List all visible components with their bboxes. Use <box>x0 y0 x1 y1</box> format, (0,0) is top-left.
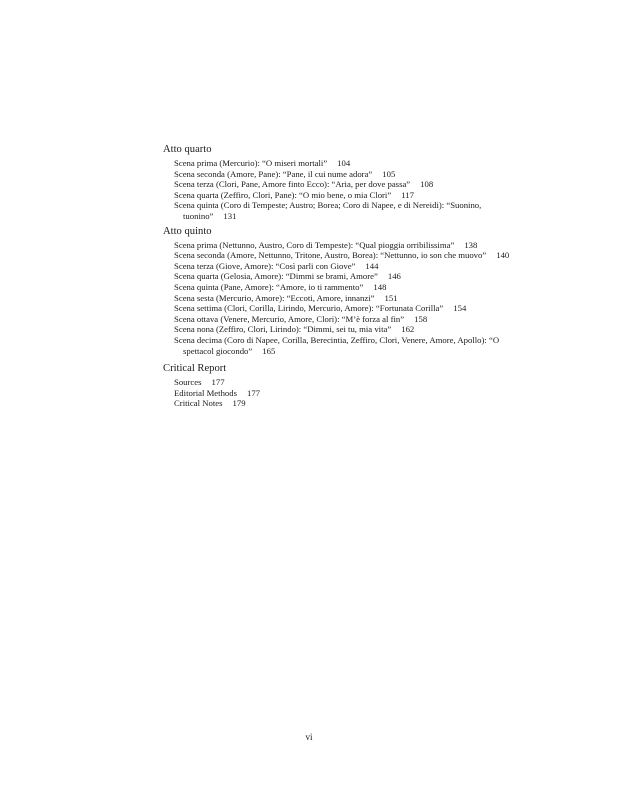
toc-entry <box>174 261 523 272</box>
entry-page-number: 151 <box>384 292 398 303</box>
toc-section-atto-quarto <box>163 143 523 222</box>
toc-entry <box>174 388 523 399</box>
entry-page-number: 154 <box>453 303 467 314</box>
toc-entry <box>174 377 523 388</box>
entry-page-number: 148 <box>373 281 387 292</box>
entry-title: Scena terza (Giove, Amore): “Così parli con Giove” <box>174 260 356 271</box>
entry-page-number: 177 <box>211 377 225 388</box>
entry-page-number: 162 <box>401 324 415 335</box>
entry-title: Scena quinta (Coro di Tempeste; Austro; Borea; Coro di Napee, e di Nereidi): “Suonino, tuonino” <box>174 200 482 221</box>
toc-entry <box>174 200 523 221</box>
entry-title: Sources <box>174 377 202 388</box>
toc-entry <box>174 282 523 293</box>
entry-title: Scena sesta (Mercurio, Amore): “Eccoti, Amore, innanzi” <box>174 292 375 303</box>
toc-entry <box>174 398 523 409</box>
toc-entry <box>174 303 523 314</box>
toc-entry <box>174 240 523 251</box>
entry-title: Scena seconda (Amore, Pane): “Pane, il cui nume adora” <box>174 168 373 179</box>
entry-list <box>163 240 523 357</box>
toc-entry <box>174 250 523 261</box>
entry-title: Scena ottava (Venere, Mercurio, Amore, Clori): “M’è forza al fin” <box>174 313 405 324</box>
entry-page-number: 104 <box>337 158 351 168</box>
entry-title: Scena seconda (Amore, Nettunno, Tritone, Austro, Borea): “Nettunno, io son che muovo” <box>174 250 487 261</box>
entry-list <box>163 158 523 222</box>
entry-title: Editorial Methods <box>174 387 237 398</box>
section-heading: Atto quinto <box>163 225 212 237</box>
entry-page-number: 146 <box>387 271 401 282</box>
entry-list <box>163 377 523 409</box>
entry-page-number: 117 <box>401 189 414 200</box>
toc-entry <box>174 190 523 201</box>
toc-entry <box>174 169 523 180</box>
entry-page-number: 140 <box>496 250 510 261</box>
entry-title: Scena prima (Nettunno, Austro, Coro di Tempeste): “Qual pioggia orribilissima” <box>174 239 455 250</box>
entry-title: Scena nona (Zeffiro, Clori, Lirindo): “Dimmi, sei tu, mia vita” <box>174 324 392 335</box>
toc-entry <box>174 271 523 282</box>
entry-title: Scena settima (Clori, Corilla, Lirindo, Mercurio, Amore): “Fortunata Corilla” <box>174 303 444 314</box>
toc-entry <box>174 158 523 169</box>
toc-section-critical-report <box>163 362 523 409</box>
entry-page-number: 177 <box>246 387 261 398</box>
entry-page-number: 108 <box>420 179 434 190</box>
toc-entry <box>174 293 523 304</box>
entry-title: Scena prima (Mercurio): “O miseri mortali” <box>174 158 328 168</box>
entry-title: Scena decima (Coro di Napee, Corilla, Berecintia, Zeffiro, Clori, Venere, Amore, Apollo): “O spettacol giocondo” <box>174 334 500 356</box>
toc-section-atto-quinto <box>163 225 523 357</box>
toc-entry <box>174 335 523 356</box>
entry-title: Scena quarta (Gelosia, Amore): “Dimmi se brami, Amore” <box>174 271 378 282</box>
entry-title: Scena terza (Clori, Pane, Amore finto Ecco): “Aria, per dove passa” <box>174 179 411 190</box>
section-heading: Critical Report <box>163 363 227 375</box>
toc-entry <box>174 314 523 325</box>
entry-page-number: 138 <box>464 239 478 250</box>
entry-page-number: 105 <box>382 168 396 179</box>
table-of-contents <box>163 143 523 409</box>
entry-title: Critical Notes <box>174 398 223 409</box>
entry-title: Scena quarta (Zeffiro, Clori, Pane): “O mio bene, o mia Clori” <box>174 189 392 200</box>
entry-title: Scena quinta (Pane, Amore): “Amore, io ti rammento” <box>174 281 364 292</box>
entry-page-number: 179 <box>232 398 246 409</box>
page-number: vi <box>305 732 313 742</box>
entry-page-number: 144 <box>365 260 379 271</box>
toc-entry <box>174 324 523 335</box>
section-heading: Atto quarto <box>163 144 212 155</box>
entry-page-number: 165 <box>262 345 276 356</box>
entry-page-number: 131 <box>223 210 237 221</box>
toc-entry <box>174 179 523 190</box>
entry-page-number: 158 <box>414 313 428 324</box>
